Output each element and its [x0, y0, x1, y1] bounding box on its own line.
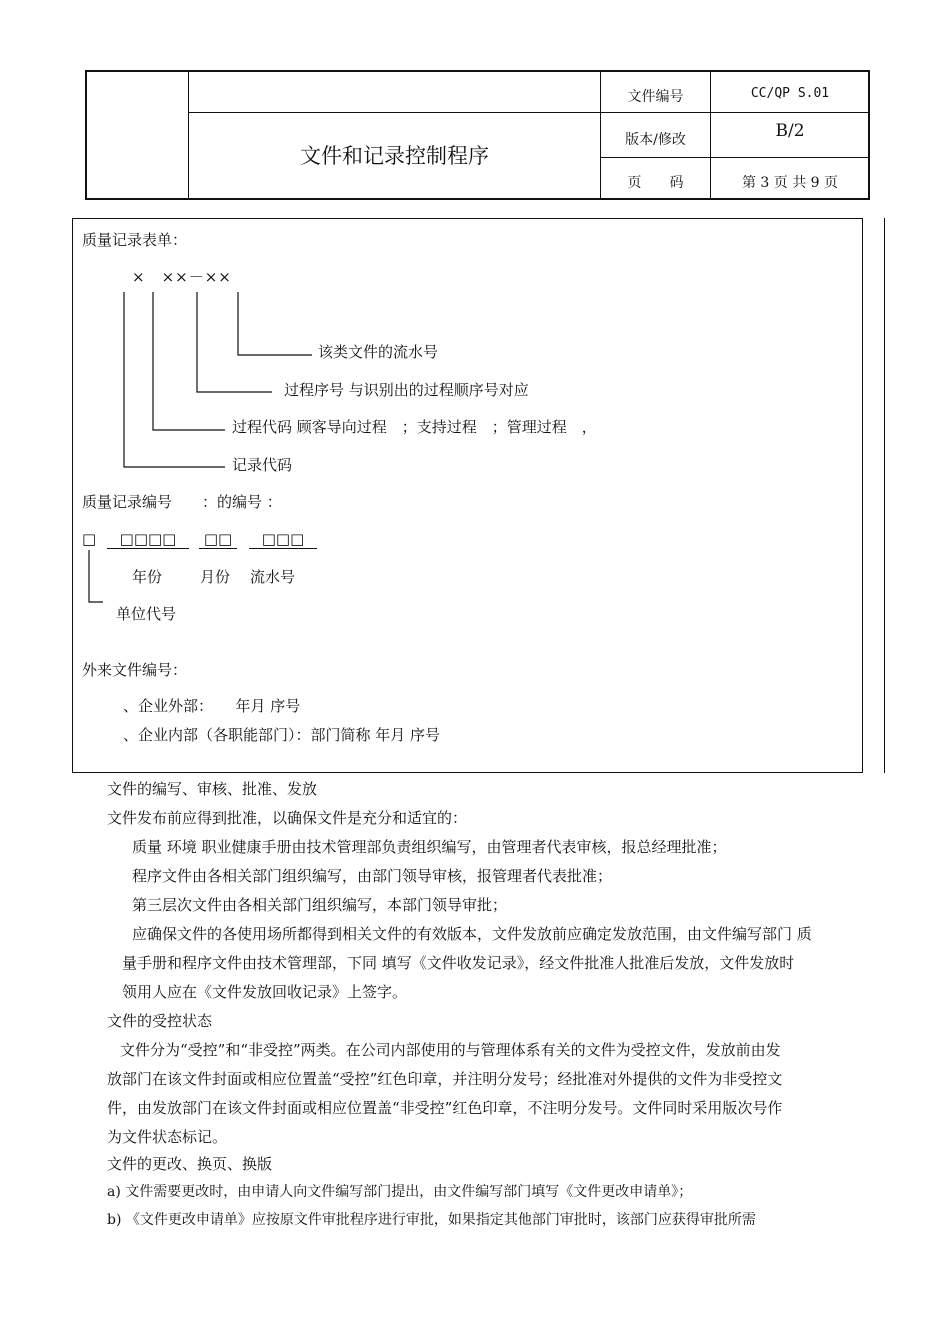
year-label: 年份: [132, 568, 163, 586]
external-item-inside: 、企业内部（各职能部门）：部门简称 年月 序号: [123, 726, 441, 744]
legend-process-code: 过程代码 顾客导向过程 ；支持过程 ；管理过程 ，: [232, 418, 597, 436]
serial-boxes: □□□: [249, 530, 317, 549]
list-item: b) 《文件更改申请单》应按原文件审批程序进行审批，如果指定其他部门审批时，该部门应获得审批所需: [107, 1212, 756, 1228]
paragraph-line: 质量 环境 职业健康手册由技术管理部负责组织编写，由管理者代表审核，报总经理批准；: [132, 838, 727, 856]
unit-code-box: □: [82, 530, 97, 548]
file-number-value: CC/QP S.01: [750, 86, 830, 101]
paragraph-line: 为文件状态标记。: [107, 1128, 228, 1146]
month-label: 月份: [200, 568, 231, 586]
file-number-label: 文件编号: [627, 89, 684, 105]
legend-serial-number: 该类文件的流水号: [318, 343, 439, 361]
record-number-title: 质量记录编号 ：的编号 ：: [82, 493, 282, 511]
version-value: B/2: [775, 121, 805, 141]
bracket-unit-code: [89, 550, 103, 602]
year-boxes: □□□□: [107, 530, 189, 549]
serial-label: 流水号: [250, 568, 296, 586]
paragraph-line: 应确保文件的各使用场所都得到相关文件的有效版本，文件发放前应确定发放范围，由文件编写部门 质: [132, 925, 812, 943]
paragraph-line: 量手册和程序文件由技术管理部，下同 填写《文件收发记录》，经文件批准人批准后发放，文件发放时: [122, 954, 795, 972]
version-label: 版本/修改: [625, 132, 686, 148]
paragraph-line: 放部门在该文件封面或相应位置盖“受控”红色印章，并注明分发号；经批准对外提供的文件为非受控文: [107, 1070, 783, 1088]
paragraph-line: 文件分为“受控”和“非受控”两类。在公司内部使用的与管理体系有关的文件为受控文件，发放前由发: [120, 1041, 781, 1059]
paragraph-line: 第三层次文件由各相关部门组织编写，本部门领导审批；: [132, 896, 508, 914]
external-doc-title: 外来文件编号：: [82, 661, 188, 679]
bracket-process-code: [153, 292, 225, 430]
paragraph-line: 文件发布前应得到批准，以确保文件是充分和适宜的：: [107, 809, 468, 827]
legend-record-code: 记录代码: [232, 456, 293, 474]
unit-code-label: 单位代号: [116, 605, 177, 623]
external-item-outside: 、企业外部： 年月 序号: [123, 697, 301, 715]
bracket-record-code: [124, 292, 225, 467]
paragraph-line: 程序文件由各相关部门组织编写，由部门领导审核，报管理者代表批准；: [132, 867, 613, 885]
section-heading: 文件的编写、审核、批准、发放: [107, 780, 318, 798]
record-form-title: 质量记录表单：: [82, 231, 188, 249]
page-value: 第 3 页 共 9 页: [741, 175, 839, 191]
section-heading: 文件的受控状态: [107, 1012, 213, 1030]
page-label: 页 码: [627, 175, 684, 191]
month-boxes: □□: [199, 530, 237, 549]
legend-process-sequence: 过程序号 与识别出的过程顺序号对应: [284, 381, 529, 399]
bracket-serial: [238, 292, 312, 355]
bracket-sequence: [197, 292, 272, 392]
list-item: a) 文件需要更改时，由申请人向文件编写部门提出，由文件编写部门填写《文件更改申请单》；: [107, 1184, 693, 1200]
section-heading: 文件的更改、换页、换版: [107, 1155, 273, 1173]
paragraph-line: 领用人应在《文件发放回收记录》上签字。: [122, 983, 408, 1001]
code-pattern: × ××－××: [132, 268, 232, 286]
paragraph-line: 件，由发放部门在该文件封面或相应位置盖“非受控”红色印章，不注明分发号。文件同时采用版次号作: [107, 1099, 783, 1117]
document-title: 文件和记录控制程序: [300, 144, 489, 168]
